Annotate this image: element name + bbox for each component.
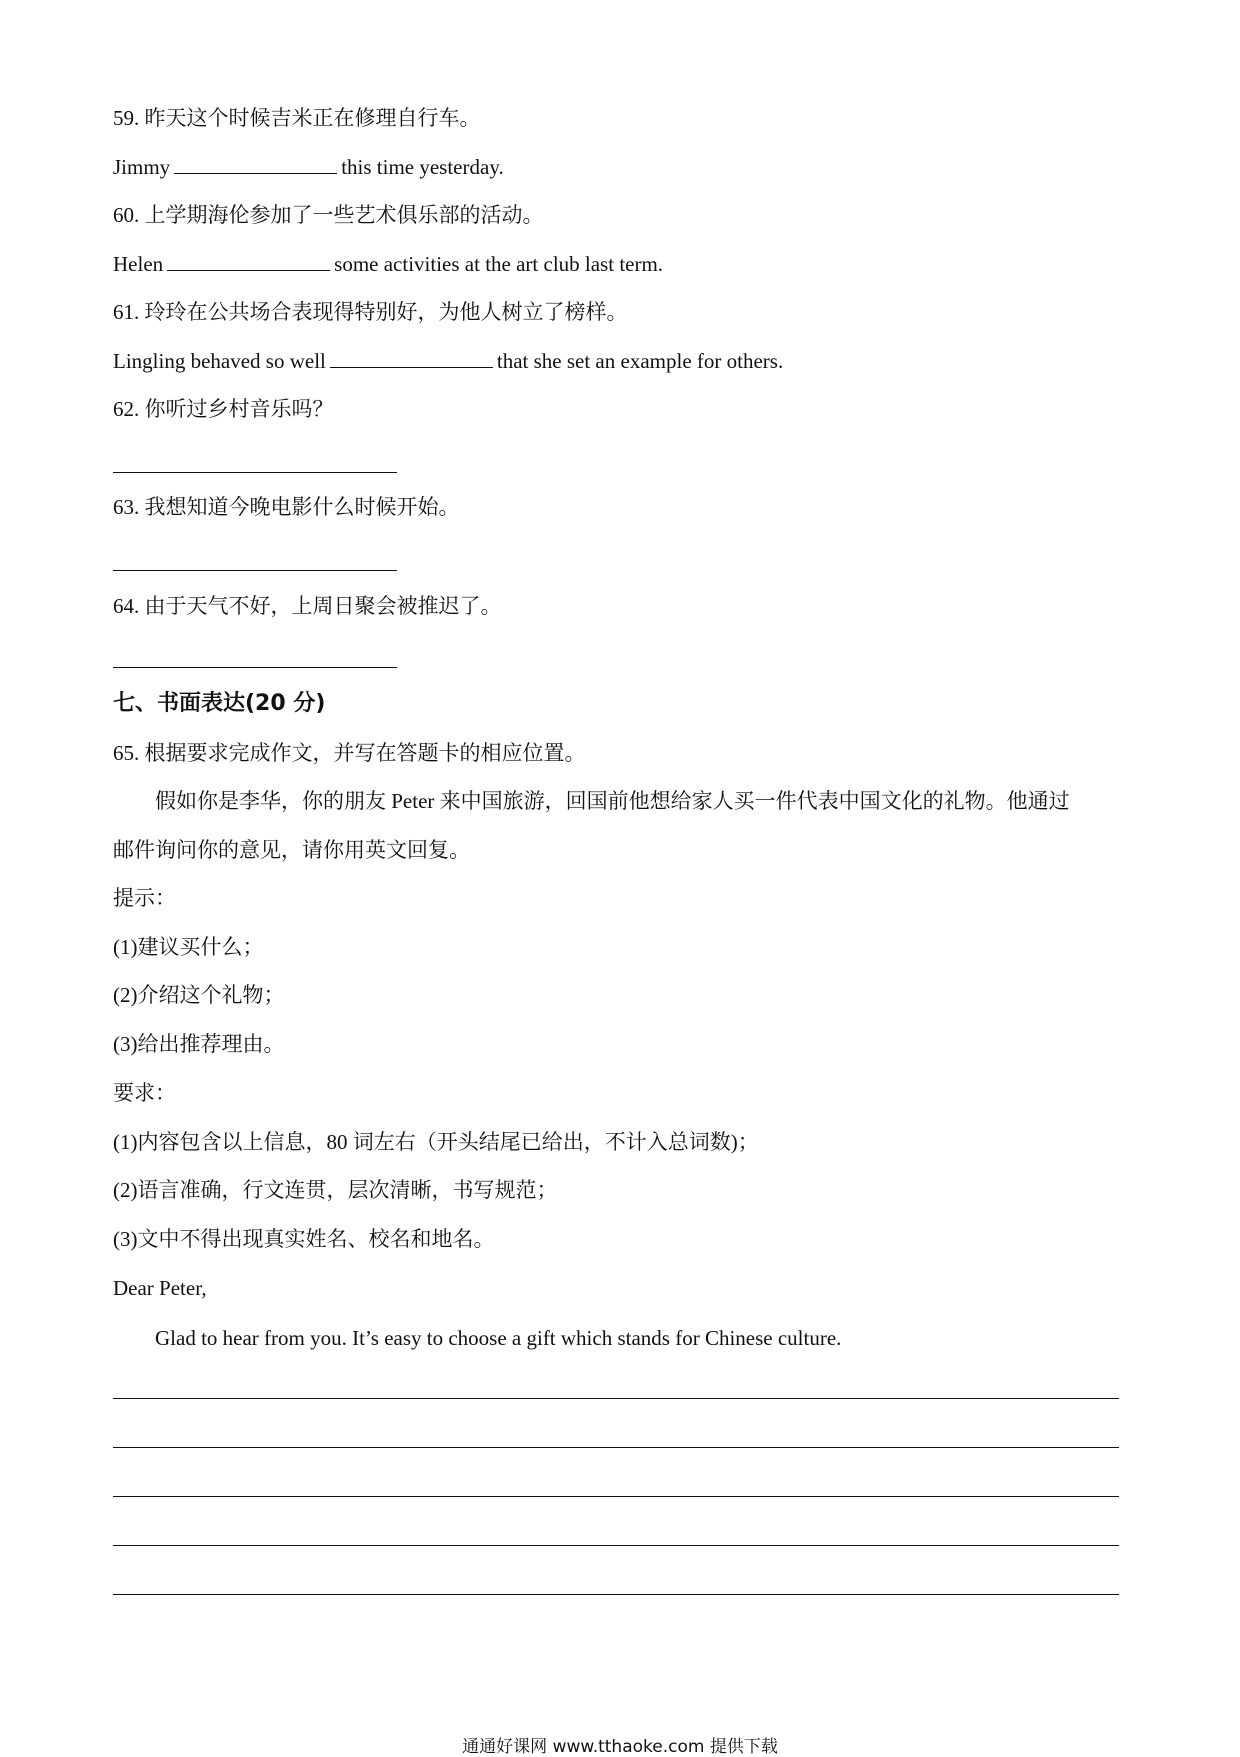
question-63-prompt: 63. 我想知道今晚电影什么时候开始。	[113, 495, 460, 519]
scenario-line-1: 假如你是李华，你的朋友 Peter 来中国旅游，回国前他想给家人买一件代表中国文化的礼物。他通过	[155, 789, 1070, 813]
question-61-prompt: 61. 玲玲在公共场合表现得特别好，为他人树立了榜样。	[113, 300, 628, 324]
question-61-sentence	[113, 347, 783, 375]
question-60-before: Helen	[113, 252, 164, 276]
question-61-blank[interactable]	[330, 347, 493, 368]
section-7-title: 七、书面表达(20 分)	[113, 691, 326, 716]
question-63-answer-line[interactable]	[113, 570, 397, 571]
question-64-answer-line[interactable]	[113, 667, 397, 668]
scenario-line-2: 邮件询问你的意见，请你用英文回复。	[113, 838, 470, 862]
letter-opening: Glad to hear from you. It’s easy to choose a gift which stands for Chinese culture.	[155, 1326, 842, 1350]
requirement-item: (3)文中不得出现真实姓名、校名和地名。	[113, 1227, 495, 1251]
question-61-before: Lingling behaved so well	[113, 349, 326, 373]
writing-line[interactable]	[113, 1398, 1119, 1399]
page-footer: 通通好课网 www.tthaoke.com 提供下载	[462, 1737, 778, 1757]
requirement-item: (2)语言准确，行文连贯，层次清晰，书写规范；	[113, 1178, 558, 1202]
hint-item: (1)建议买什么；	[113, 935, 264, 959]
writing-line[interactable]	[113, 1545, 1119, 1546]
writing-line[interactable]	[113, 1496, 1119, 1497]
question-62-answer-line[interactable]	[113, 472, 397, 473]
question-60-sentence	[113, 250, 663, 278]
question-62-prompt: 62. 你听过乡村音乐吗？	[113, 397, 334, 421]
question-60-blank[interactable]	[167, 250, 330, 271]
question-59-prompt: 59. 昨天这个时候吉米正在修理自行车。	[113, 106, 481, 130]
question-60-after: some activities at the art club last term.	[334, 252, 664, 276]
question-59-sentence	[113, 153, 504, 181]
hint-item: (2)介绍这个礼物；	[113, 983, 285, 1007]
question-60-prompt: 60. 上学期海伦参加了一些艺术俱乐部的活动。	[113, 203, 544, 227]
question-59-before: Jimmy	[113, 155, 171, 179]
question-64-prompt: 64. 由于天气不好，上周日聚会被推迟了。	[113, 594, 502, 618]
writing-line[interactable]	[113, 1594, 1119, 1595]
writing-line[interactable]	[113, 1447, 1119, 1448]
letter-greeting: Dear Peter,	[113, 1276, 207, 1300]
hint-item: (3)给出推荐理由。	[113, 1032, 285, 1056]
hints-label: 提示：	[113, 886, 176, 910]
question-61-after: that she set an example for others.	[496, 349, 784, 373]
question-59-after: this time yesterday.	[341, 155, 504, 179]
requirement-item: (1)内容包含以上信息，80 词左右（开头结尾已给出，不计入总词数)；	[113, 1130, 759, 1154]
requirements-label: 要求：	[113, 1081, 176, 1105]
question-59-blank[interactable]	[174, 153, 337, 174]
question-65-prompt: 65. 根据要求完成作文，并写在答题卡的相应位置。	[113, 741, 586, 765]
